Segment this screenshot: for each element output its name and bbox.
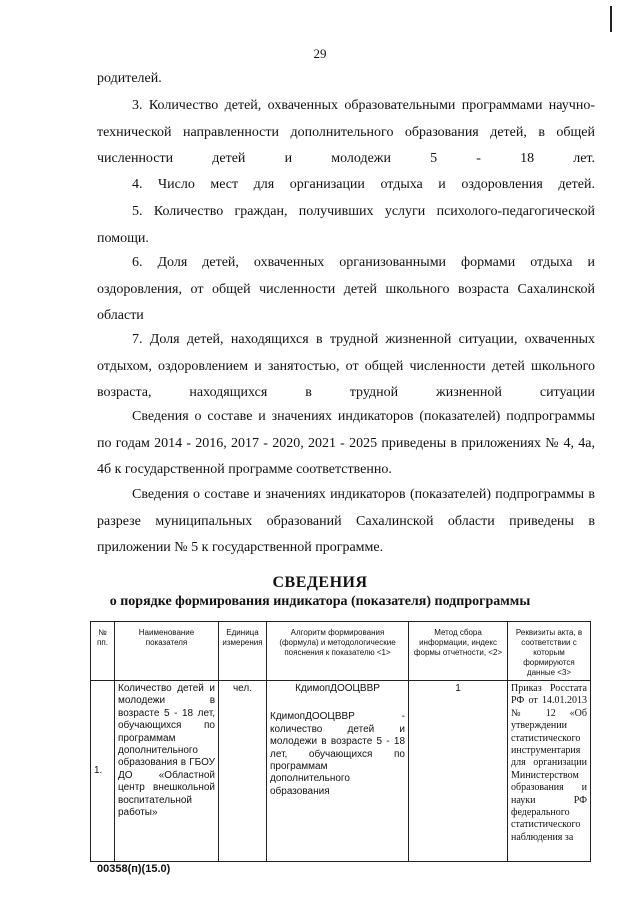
paragraph-indicators-municipal: Сведения о составе и значениях индикаторов (показателей) подпрограммы в разрезе муниципальных образований Сахалинской области приведены в приложении № 5 к государственной программе. [97, 487, 595, 555]
paragraph-indicators-years: Сведения о составе и значениях индикаторов (показателей) подпрограммы по годам 2014 - 2016, 2017 - 2020, 2021 - 2025 приведены в приложениях № 4, 4а, 4б к государственной программе соответственно. [97, 409, 595, 477]
paragraph-continuation: родителей. [97, 71, 162, 86]
header-method: Метод сбора информации, индекс формы отчетности, <2> [409, 622, 508, 681]
row-number: 1. [91, 681, 115, 862]
header-unit: Единица измерения [219, 622, 267, 681]
table-header-row [91, 622, 591, 681]
paragraph-item-5: 5. Количество граждан, получивших услуги психолого-педагогической помощи. [97, 204, 595, 246]
section-subtitle: о порядке формирования индикатора (показателя) подпрограммы [109, 594, 531, 609]
unit-cell: чел. [219, 681, 267, 862]
header-requisites: Реквизиты акта, в соответствии с которым формируются данные <3> [508, 622, 591, 681]
table-row [91, 681, 591, 862]
header-algorithm: Алгоритм формирования (формула) и методологические пояснения к показателю <1> [267, 622, 409, 681]
algorithm-cell [267, 681, 409, 862]
algorithm-code: КдимопДООЦВВР [295, 683, 380, 694]
indicator-table [90, 621, 591, 862]
paragraph-item-4: 4. Число мест для организации отдыха и оздоровления детей. [132, 177, 595, 192]
paragraph-item-7: 7. Доля детей, находящихся в трудной жизненной ситуации, охваченных отдыхом, оздоровлением и занятостью, от общей численности детей школьного возраста, находящихся в трудной жизненной ситуации [97, 332, 595, 400]
requisites-cell: Приказ Росстата РФ от 14.01.2013 № 12 «Об утверждении статистического инструментария для организации Министерством образования и науки РФ федерального статистического наблюдения за [508, 681, 591, 862]
header-number: № пп. [91, 622, 115, 681]
section-title: СВЕДЕНИЯ [272, 574, 368, 591]
document-code: 00358(п)(15.0) [97, 863, 171, 875]
method-cell: 1 [409, 681, 508, 862]
algorithm-text: КдимопДООЦВВР - количество детей и молодежи в возрасте 5 - 18 лет, обучающихся по программам дополнительного образования [270, 711, 405, 797]
header-indicator: Наименование показателя [115, 622, 219, 681]
page-number: 29 [313, 46, 327, 61]
paragraph-item-6: 6. Доля детей, охваченных организованными формами отдыха и оздоровления, от общей численности детей школьного возраста Сахалинской области [97, 255, 595, 323]
indicator-name: Количество детей и молодежи в возрасте 5 - 18 лет, обучающихся по программам дополнительного образования в ГБОУ ДО «Областной центр внешкольной воспитательной работы» [115, 681, 219, 862]
paragraph-item-3: 3. Количество детей, охваченных образовательными программами научно-технической направленности дополнительного образования детей, в общей численности детей и молодежи 5 - 18 лет. [97, 98, 595, 166]
margin-line [610, 6, 612, 32]
